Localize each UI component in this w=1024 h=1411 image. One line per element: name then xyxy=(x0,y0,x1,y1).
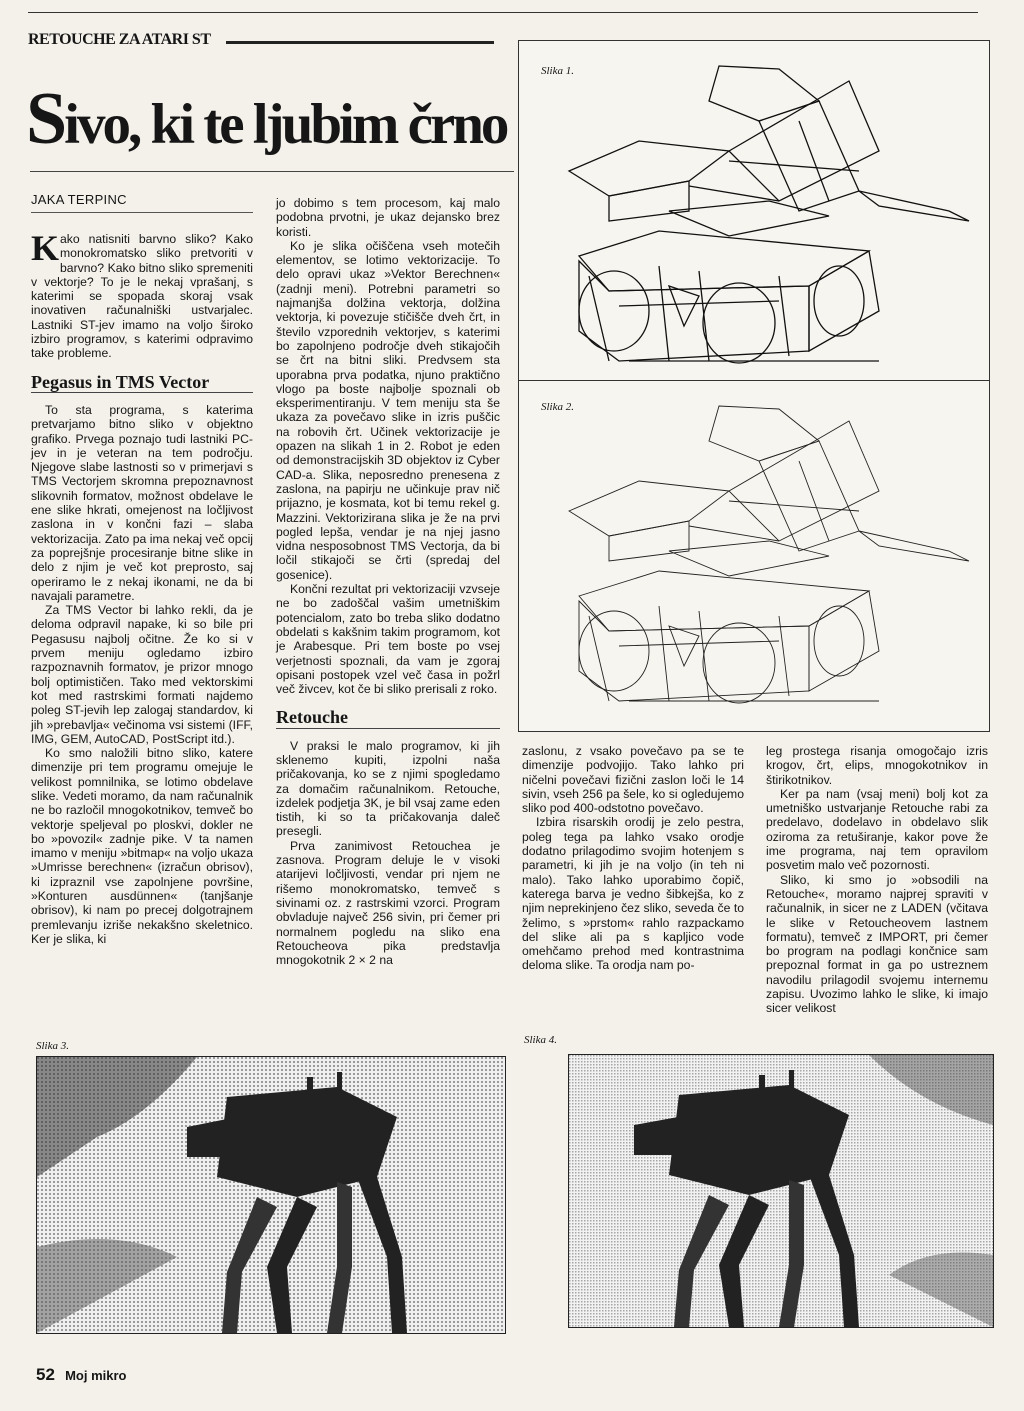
robot-raster-drawing xyxy=(549,61,979,376)
magazine-name: Moj mikro xyxy=(65,1368,127,1383)
author-byline: JAKA TERPINC xyxy=(31,192,127,207)
figure-2 xyxy=(518,380,990,732)
paragraph: Ker pa nam (vsaj meni) bolj kot za umetniško ustvarjanje Retouche rabi za predelavo, dodelavo in obdelavo slik oziroma za retuširanje, kakor pove že ime programa, naj tem opravilom posvetim malo več pozornosti. xyxy=(766,786,988,873)
subheading-rule xyxy=(31,392,253,393)
column-2 xyxy=(276,196,500,967)
figure-1 xyxy=(518,40,990,382)
paragraph: Ko smo naložili bitno sliko, katere dimenzije pri tem programu omejuje le velikost pomnilnika, se lotimo obdelave slike. Vedeti moramo, da nam računalnik ne bo razločil mnogokotnikov, temveč bo vektorje speljeval po ploskvi, dokler ne bo »povozil« zadnje pike. V ta namen imamo v meniju »bitmap« na voljo ukaza »Umrisse berechnen« (izračun obrisov), ki izpraznil vse zapolnjene površine, »Konturen ausdünnen« (tanjšanje obrisov), ki nam po precej dolgotrajnem premlevanju izriše nekakšno skeletnico. Ker je slika, ki xyxy=(31,746,253,946)
top-rule xyxy=(28,12,978,13)
section-heading-rule xyxy=(226,41,494,44)
paragraph: Ko je slika očiščena vseh motečih elementov, se lotimo vektorizacije. To delo opravi ukaz »Vektor Berechnen« (zadnji meni). Potrebni parametri so najmanjša dolžina vektorja, dolžina vektorja, ki povezuje stičišče dveh črt, in število vzporednih vektorjev, s katerimi bo zapolnjeno področje dveh stikajočih se črt na bitni sliki. Predvsem sta uporabna prva podatka, njuno praktično vlogo pa boste najbolje spoznali ob eksperimentiranju. V tem meniju sta še ukaza za povečavo slike in izris puščic na robovih črt. Učinek vektorizacije je opazen na slikah 1 in 2. Robot je eden od demonstracijskih 3D objektov iz Cyber CAD-a. Slika, neposredno prenesena z zaslona, na papirju ne učinkuje prav nič prijazno, je kosmata, kot bi temu rekel g. Mazzini. Vektorizirana slika je že na prvi pogled lepša, vendar je na njej jasno vidna nesposobnost TMS Vectorja, da bi ločil stikajoči se črti (spredaj del gosenice). xyxy=(276,238,500,582)
walker-silhouette-4 xyxy=(569,1055,993,1327)
article-title xyxy=(26,78,516,160)
section-heading: RETOUCHE ZA ATARI ST xyxy=(28,31,211,48)
robot-vector-drawing xyxy=(549,401,979,726)
paragraph: Za TMS Vector bi lahko rekli, da je deloma odpravil napake, ki so bile pri Pegasusu najbolj očitne. Že ko si v prvem meniju ogledamo izbiro razpoznavnih formatov, je prizor mnogo bolj optimističen. Tako med vektorskimi kot med rastrskimi formati najdemo poleg ST-jevih lep zalogaj standardov, ki jih »prebavlja« večinoma vsi sistemi (IFF, IMG, GEM, AutoCAD, PostScript itd.). xyxy=(31,603,253,746)
figure-4-walker-photo xyxy=(568,1054,994,1328)
walker-silhouette-3 xyxy=(37,1057,505,1333)
paragraph: V praksi le malo programov, ki jih sklenemo kupiti, izpolni naša pričakovanja, ko se z njimi spogledamo za domačim računalnikom. Retouche, izdelek podjetja 3K, je bil vsaj zame eden tistih, ki so ta pričakovanja daleč presegli. xyxy=(276,738,500,839)
figure-3-caption: Slika 3. xyxy=(36,1040,69,1052)
figure-4-caption: Slika 4. xyxy=(524,1034,557,1046)
intro-paragraph: Kako natisniti barvno sliko? Kako monokromatsko sliko pretvoriti v barvno? Kako bitno sliko spremeniti v vektorje? To je le nekaj vprašanj, s katerimi se spopada skoraj vsak inovativen računalniški ustvarjalec. Lastniki ST-jev imamo na voljo široko izbiro programov, s katerimi odpravimo take probleme. xyxy=(31,228,253,361)
title-rest: ivo, ki te ljubim črno xyxy=(64,93,507,156)
paragraph: To sta programa, s katerima pretvarjamo bitno sliko v objektno grafiko. Prvega poznajo tudi lastniki PC-jev in je veteran na tem področju. Njegove slabe lastnosti so v primerjavi s TMS Vectorjem skromna prepoznavnost slikovnih formatov, možnost obdelave le ene slike hkrati, omejenost na ločljivost zaslona in v končni fazi – slaba vektorizacija. Zato pa ima nekaj več opcij za poprejšnje procesiranje bitne slike in delo z njim je več kot preprosto, saj operiramo le z nekaj ikonami, ne da bi navajali parametre. xyxy=(31,402,253,603)
page-number: 52 xyxy=(36,1365,55,1384)
paragraph: leg prostega risanja omogočajo izris krogov, črt, elips, mnogokotnikov in štirikotnikov. xyxy=(766,744,988,787)
subheading-rule xyxy=(276,728,500,729)
column-4 xyxy=(766,744,988,1016)
paragraph: Končni rezultat pri vektorizaciji vzvseje ne bo zadoščal vašim umetniškim potencialom, zato bo treba sliko dodatno obdelati s kakšnim takim programom, kot je Arabesque. Pri tem boste po vsej verjetnosti spoznali, da vam je zgoraj opisani postopek vzel več časa in požrl več živcev, kot če bi sliko prerisali z roko. xyxy=(276,582,500,697)
page-footer xyxy=(36,1365,127,1385)
paragraph: Sliko, ki smo jo »obsodili na Retouche«, moramo najprej spraviti v računalnik, in sicer ne z LADEN (včitava le slike v Retoucheovem lastnem formatu), temveč z IMPORT, pri čemer bo program na podlagi končnice sam prepoznal format in ga po ustreznem navodilu prilagodil svojemu internemu zapisu. Uvozimo lahko le slike, ki imajo sicer velikost xyxy=(766,872,988,1016)
column-1 xyxy=(31,228,253,946)
paragraph: zaslonu, z vsako povečavo pa se te dimenzije podvojijo. Tako lahko pri ničelni povečavi fizični zaslon loči le 14 sivin, vseh 256 pa šele, ko si ogledujemo sliko pod 400-odstotno povečavo. xyxy=(522,744,744,816)
figure-3-walker-photo xyxy=(36,1056,506,1334)
column-3 xyxy=(522,744,744,973)
title-rule xyxy=(30,171,514,172)
paragraph: jo dobimo s tem procesom, kaj malo podobna prvotni, je ukaz dejansko brez koristi. xyxy=(276,196,500,239)
paragraph: Izbira risarskih orodij je zelo pestra, poleg tega pa lahko vsako orodje dodatno prilagodimo svojim hotenjem s parametri, ki jih je na voljo (in teh ni malo). Tako lahko uporabimo čopič, katerega barva je vedno šibkejša, ko z njim neprekinjeno čez sliko, seveda če to želimo, s »prstom« rahlo razpackamo del slike ali pa s kapljico vode omehčamo prehod med kontrastnima deloma slike. Ta orodja nam po- xyxy=(522,815,744,973)
byline-rule xyxy=(31,212,253,213)
subheading-retouche: Retouche xyxy=(276,707,348,728)
paragraph: Prva zanimivost Retouchea je zasnova. Program deluje le v visoki atarijevi ločljivosti, vendar pri njem ne rišemo monokromatsko, temveč s sivinami oz. z rastrskimi vzorci. Program obvladuje največ 256 sivin, pri čemer pri normalnem pogledu na sliko ena Retoucheova pika predstavlja mnogokotnik 2 × 2 na xyxy=(276,838,500,968)
drop-cap: K xyxy=(31,228,60,268)
figure-2-caption: Slika 2. xyxy=(541,401,574,413)
figure-1-caption: Slika 1. xyxy=(541,65,574,77)
title-initial: S xyxy=(26,78,65,160)
subheading-pegasus: Pegasus in TMS Vector xyxy=(31,371,210,392)
